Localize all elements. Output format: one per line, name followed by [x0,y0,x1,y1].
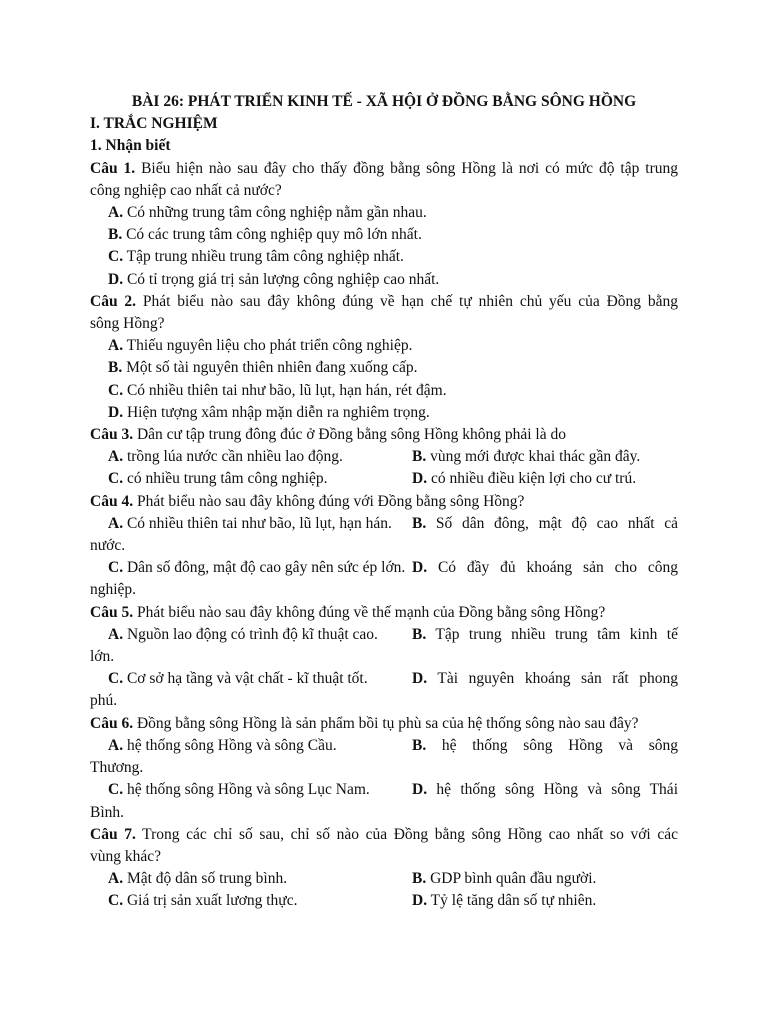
question-2-stem: Câu 2. Phát biểu nào sau đây không đúng về hạn chế tự nhiên chủ yếu của Đồng bằng [90,292,678,310]
question-6-stem: Câu 6. Đồng bằng sông Hồng là sản phẩm bồi tụ phù sa của hệ thống sông nào sau đây? [90,714,639,732]
question-7-label: Câu 7. [90,825,136,843]
question-5-option-c: C. Cơ sở hạ tầng và vật chất - kĩ thuật tốt. [108,670,368,688]
question-7-stem-cont: vùng khác? [90,847,162,865]
section-heading: I. TRẮC NGHIỆM [90,115,218,133]
question-2-option-a: A. Thiếu nguyên liệu cho phát triển công nghiệp. [108,337,413,355]
question-6 [90,713,678,824]
question-5-option-a: A. Nguồn lao động có trình độ kĩ thuật cao. [108,625,378,643]
question-1-label: Câu 1. [90,159,136,177]
question-3-option-a: A. trồng lúa nước cần nhiều lao động. [108,448,343,466]
question-1-option-a: A. Có những trung tâm công nghiệp nằm gần nhau. [108,204,427,222]
question-6-options-row-2 [90,779,678,801]
question-6-option-d: D. hệ thống sông Hồng và sông Thái [412,781,678,799]
question-7-option-c: C. Giá trị sản xuất lương thực. [108,892,298,910]
question-6-option-d-wrap: Bình. [90,803,125,821]
question-4-option-a: A. Có nhiều thiên tai như bão, lũ lụt, hạn hán. [108,514,392,532]
question-3-options-row-2 [90,468,678,490]
question-3-options-row-1 [90,446,678,468]
question-1 [90,158,678,291]
question-5 [90,602,678,713]
question-5-stem: Câu 5. Phát biểu nào sau đây không đúng về thế mạnh của Đồng bằng sông Hồng? [90,603,606,621]
question-6-option-a: A. hệ thống sông Hồng và sông Cầu. [108,736,337,754]
question-7-options-row-1 [90,868,678,890]
question-4-label: Câu 4. [90,492,134,510]
question-1-option-b: B. Có các trung tâm công nghiệp quy mô lớn nhất. [108,226,422,244]
question-7-option-d: D. Tỷ lệ tăng dân số tự nhiên. [412,892,597,910]
question-4-option-d: D. Có đầy đủ khoáng sản cho công [412,559,678,577]
question-5-option-b: B. Tập trung nhiều trung tâm kinh tế [412,625,678,643]
question-5-options-row-1 [90,624,678,646]
question-4-options-row-1 [90,513,678,535]
question-4-option-b: B. Số dân đông, mật độ cao nhất cả [412,514,678,532]
question-6-option-b-wrap: Thương. [90,759,144,777]
question-1-stem: Câu 1. Biểu hiện nào sau đây cho thấy đồng bằng sông Hồng là nơi có mức độ tập trung [90,159,678,177]
question-2 [90,291,678,424]
question-4-option-d-wrap: nghiệp. [90,581,137,599]
question-3-option-d: D. có nhiều điều kiện lợi cho cư trú. [412,470,637,488]
question-2-option-c: C. Có nhiều thiên tai như bão, lũ lụt, hạn hán, rét đậm. [108,381,447,399]
question-3-option-b: B. vùng mới được khai thác gần đây. [412,448,641,466]
question-5-label: Câu 5. [90,603,134,621]
question-6-options-row-1 [90,735,678,757]
question-5-option-b-wrap: lớn. [90,648,115,666]
question-6-option-b: B. hệ thống sông Hồng và sông [412,736,678,754]
question-2-label: Câu 2. [90,292,137,310]
page-title: BÀI 26: PHÁT TRIỂN KINH TẾ - XÃ HỘI Ở ĐỒNG BẰNG SÔNG HỒNG [131,93,637,110]
question-6-option-c: C. hệ thống sông Hồng và sông Lục Nam. [108,781,370,799]
question-5-options-row-2 [90,668,678,690]
question-4-option-b-wrap: nước. [90,537,126,555]
question-4 [90,491,678,602]
question-5-option-d-wrap: phú. [90,692,118,710]
question-2-option-d: D. Hiện tượng xâm nhập mặn diễn ra nghiêm trọng. [108,403,430,421]
question-1-stem-cont: công nghiệp cao nhất cả nước? [90,181,282,199]
question-7-option-a: A. Mật độ dân số trung bình. [108,870,288,888]
subsection-heading: 1. Nhận biết [90,137,171,155]
question-7-options-row-2 [90,890,678,912]
question-2-option-b: B. Một số tài nguyên thiên nhiên đang xuống cấp. [108,359,418,377]
question-4-options-row-2 [90,557,678,579]
question-6-label: Câu 6. [90,714,134,732]
question-3-option-c: C. có nhiều trung tâm công nghiệp. [108,470,328,488]
document-content [90,91,678,913]
question-3-stem: Câu 3. Dân cư tập trung đông đúc ở Đồng bằng sông Hồng không phải là do [90,426,566,444]
question-3-label: Câu 3. [90,426,134,444]
question-7-option-b: B. GDP bình quân đầu người. [412,870,597,888]
question-4-stem: Câu 4. Phát biểu nào sau đây không đúng với Đồng bằng sông Hồng? [90,492,525,510]
question-3 [90,424,678,491]
question-4-option-c: C. Dân số đông, mật độ cao gây nên sức ép lớn. [108,559,406,577]
question-1-option-d: D. Có tỉ trọng giá trị sản lượng công nghiệp cao nhất. [108,270,440,288]
question-2-stem-cont: sông Hồng? [90,315,165,333]
question-1-option-c: C. Tập trung nhiều trung tâm công nghiệp nhất. [108,248,404,266]
question-7 [90,824,678,913]
question-7-stem: Câu 7. Trong các chỉ số sau, chỉ số nào của Đồng bằng sông Hồng cao nhất so với các [90,825,678,843]
question-5-option-d: D. Tài nguyên khoáng sản rất phong [412,670,678,688]
